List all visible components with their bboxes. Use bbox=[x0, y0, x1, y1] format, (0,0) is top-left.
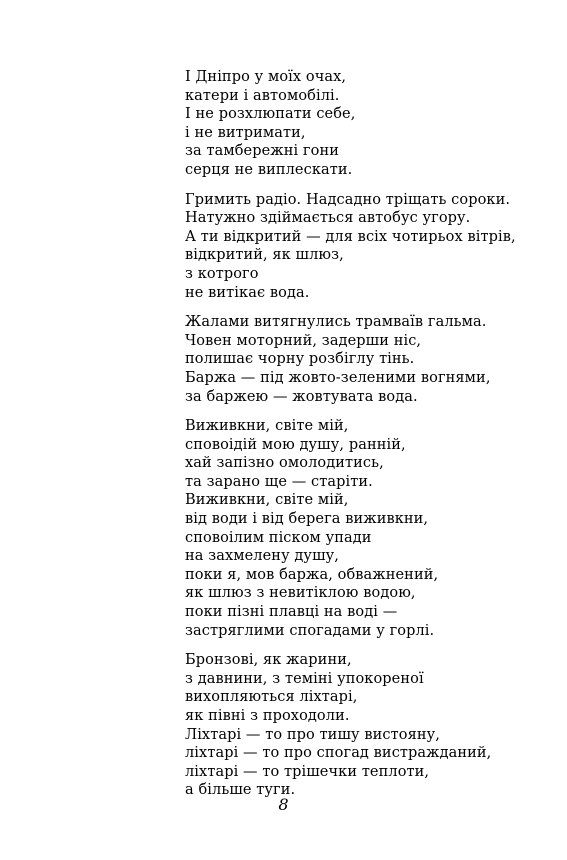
poem-line: катери і автомобілі. bbox=[185, 87, 340, 104]
poem-line: як півні з проходоли. bbox=[185, 708, 350, 724]
poem-line: не витікає вода. bbox=[185, 284, 310, 301]
poem-line: відкритий, як шлюз, bbox=[185, 247, 344, 264]
poem-line: серця не виплескати. bbox=[185, 161, 353, 178]
poem-line: поки пізні плавці на воді — bbox=[185, 604, 398, 621]
poem-line: ліхтарі — то трішечки теплоти, bbox=[185, 763, 430, 780]
poem-line: Виживкни, світе мій, bbox=[185, 492, 349, 509]
poem-line: Натужно здіймається автобус угору. bbox=[185, 210, 471, 227]
stanza-1 bbox=[185, 68, 545, 180]
poem-line: хай запізно омолодитись, bbox=[185, 455, 384, 472]
poem-line: та зарано ще — старіти. bbox=[185, 473, 373, 490]
stanza-4 bbox=[185, 417, 545, 640]
poem-line: Виживкни, світе мій, bbox=[185, 418, 349, 435]
stanza-5 bbox=[185, 651, 545, 800]
poem-line: Гримить радіо. Надсадно тріщать сороки. bbox=[185, 191, 511, 208]
poem-line: а більше туги. bbox=[185, 782, 296, 799]
poem-line: з давнини, з темінi упокореної bbox=[185, 670, 424, 687]
poem-line: Ліхтарі — то про тишу вистояну, bbox=[185, 726, 440, 743]
poem-line: Бронзові, як жарини, bbox=[185, 652, 352, 669]
poem-line: Човен моторний, задерши ніс, bbox=[185, 332, 422, 349]
poem-line: на захмелену душу, bbox=[185, 548, 339, 565]
poem-line: А ти відкритий — для всіх чотирьох вітрів, bbox=[185, 228, 516, 245]
poem-line: ліхтарі — то про спогад вистражданий, bbox=[185, 745, 492, 762]
poem-line: як шлюз з невитіклою водою, bbox=[185, 585, 416, 602]
poem-line: за баржею — жовтувата вода. bbox=[185, 388, 418, 405]
poem-line: поки я, мов баржа, обважнений, bbox=[185, 566, 439, 583]
page-number: 8 bbox=[278, 795, 289, 814]
poem bbox=[185, 68, 545, 811]
poem-line: І Дніпро у моїх очах, bbox=[185, 69, 347, 85]
poem-line: вихопляються ліхтарі, bbox=[185, 689, 358, 706]
stanza-2 bbox=[185, 191, 545, 303]
poem-line: сповоілим піском упади bbox=[185, 529, 372, 546]
poem-line: сповоідій мою душу, ранній, bbox=[185, 436, 406, 453]
poem-line: Баржа — під жовто-зеленими вогнями, bbox=[185, 369, 491, 386]
poem-line: і не витримати, bbox=[185, 124, 306, 141]
poem-line: від води і від берега виживкни, bbox=[185, 511, 429, 528]
poem-line: за тамбережні гони bbox=[185, 143, 339, 160]
poem-line: І не розхлюпати себе, bbox=[185, 106, 356, 123]
stanza-3 bbox=[185, 313, 545, 406]
poem-line: застряглими спогадами у горлі. bbox=[185, 622, 435, 639]
poem-line: полишає чорну розбіглу тінь. bbox=[185, 351, 415, 368]
poem-line: з котрого bbox=[185, 265, 259, 282]
poem-line: Жалами витягнулись трамваїв гальма. bbox=[185, 314, 487, 331]
